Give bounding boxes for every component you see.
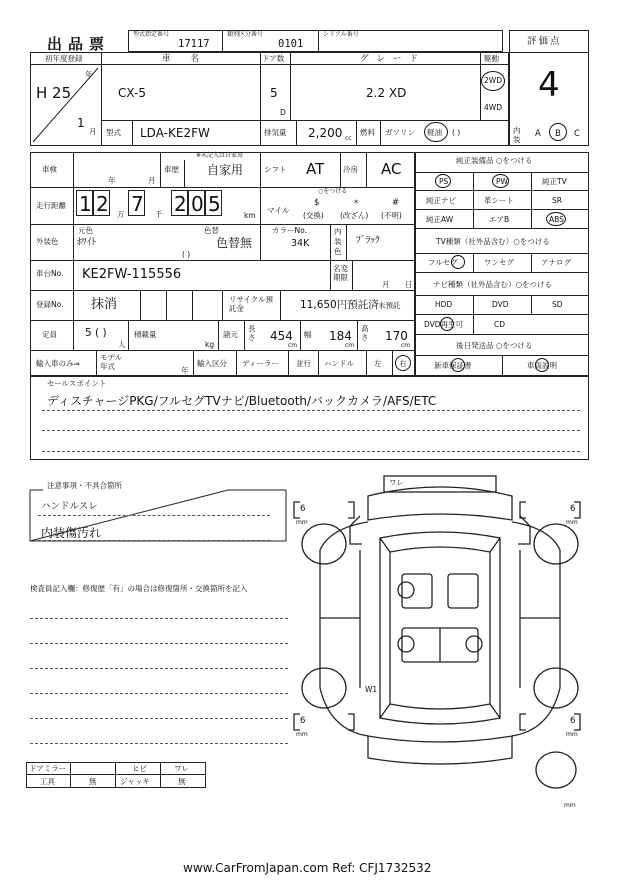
fuel-other: ( ) [452, 128, 461, 137]
later-title: 後日発送品 ○をつける [456, 341, 533, 350]
name-change-day: 日 [405, 280, 413, 289]
mileage-km: km [244, 211, 256, 220]
sales-label: セールスポイント [47, 379, 107, 388]
eq-pw-circle [492, 174, 509, 188]
handle-right: 右 [399, 359, 407, 368]
dealer: ディーラー [242, 359, 279, 368]
history-note: ※未記入は自家用 [196, 152, 244, 159]
drive-4wd: 4WD [484, 103, 502, 112]
navi-cd: CD [494, 320, 506, 329]
w1-mark: W1 [365, 685, 378, 694]
score-value: 4 [538, 65, 560, 105]
len-value: 454 [270, 329, 293, 343]
inspection-month: 月 [148, 176, 156, 185]
mileage-digit-3: 7 [131, 192, 144, 216]
hgt-value: 170 [385, 329, 408, 343]
mile-label: マイル [267, 206, 290, 215]
eq-ps-circle [435, 174, 451, 188]
mile-alter: (改ざん) [340, 211, 369, 220]
reg-label: 登録No. [36, 300, 64, 309]
eq-abs: ABS [549, 215, 564, 224]
color-label: 外装色 [36, 237, 59, 246]
mileage-man: 万 [117, 210, 125, 219]
later-manual: 車両説明 [527, 361, 557, 370]
mile-note: ○をつける [318, 188, 348, 195]
notes-line-1: ハンドルスレ [41, 501, 98, 512]
orig-color-label: 元色 [78, 226, 93, 235]
inspector-label: 検査員記入欄：修復歴「有」の場合は修復箇所・交換箇所を記入 [30, 584, 248, 593]
interior-label: 内装 [513, 126, 521, 144]
first-reg-year: H 25 [36, 84, 72, 102]
legend-r2: ジャッキ [120, 777, 150, 786]
eq-abs-circle [546, 212, 566, 226]
grade-value: 2.2 XD [366, 86, 407, 100]
recycle-unpaid: 未預託 [378, 301, 401, 310]
model-cert-label: 型式指定番号 [133, 31, 170, 38]
color-no-value: 34K [291, 238, 310, 249]
sales-box [30, 376, 589, 460]
month-unit: 月 [89, 127, 97, 136]
tire-rr-depth: 6 [570, 716, 576, 726]
tv-fullseg-circle [451, 255, 465, 269]
import-label: 輸入車のみ⇒ [36, 359, 80, 368]
model-year-unit: 年 [181, 366, 189, 375]
tire-fr-depth: 6 [570, 504, 576, 514]
navi-title: ナビ種類（社外品含む）○をつける [433, 280, 553, 289]
score-label: 評価点 [527, 36, 562, 47]
name-change-month: 月 [382, 280, 390, 289]
era-year-unit: 年 [85, 70, 93, 79]
navi-dvd-ok-circle [440, 317, 454, 331]
navi-dvd-ok: DVD再生可 [424, 320, 464, 329]
legend-r1: 工具 [40, 777, 55, 786]
first-reg-label: 初年度登録 [45, 54, 83, 63]
tv-analog: アナログ [541, 258, 571, 267]
fuel-diesel-circle [424, 122, 448, 142]
eq-leather: 革シート [484, 196, 514, 205]
history-value: 自家用 [207, 163, 244, 177]
len-label: 長さ [248, 324, 256, 342]
car-name-value: CX-5 [118, 86, 146, 100]
car-name-label: 車名 [162, 54, 220, 64]
load-label: 積載量 [134, 330, 157, 339]
eq-aw: 純正AW [426, 215, 454, 224]
type-value: LDA-KE2FW [140, 126, 210, 140]
capacity-value: 5 ( ) [85, 327, 107, 339]
wid-value: 184 [329, 329, 352, 343]
first-reg-month: 1 [77, 116, 85, 130]
eq-airbag: エアB [489, 215, 510, 224]
handle-right-circle [395, 355, 411, 371]
mileage-digit-1: 1 [79, 192, 92, 216]
legend-h1: ドアミラー [29, 764, 67, 773]
navi-sd: SD [552, 300, 563, 309]
fuel-gasoline: ガソリン [385, 128, 415, 137]
later-warranty: 新車保証書 [434, 361, 472, 370]
eq-sr: SR [552, 196, 562, 205]
legend-r2-value: 無 [178, 777, 186, 786]
equip-title: 純正装備品 ○をつける [456, 156, 533, 165]
mile-swap: (交換) [303, 211, 324, 220]
spare-mm: mm [564, 802, 576, 809]
len-cm: cm [288, 342, 298, 349]
mile-unknown-sym: # [392, 198, 400, 208]
eq-navi: 純正ナビ [426, 196, 456, 205]
interior-b: B [555, 129, 561, 139]
tire-rr-mm: mm [566, 731, 578, 738]
handle-left: 左 [374, 359, 382, 368]
drive-label: 駆動 [484, 54, 499, 63]
orig-color-value: ﾎﾜｲﾄ [77, 237, 97, 248]
tire-fl-mm: mm [296, 519, 308, 526]
ac-value: AC [381, 160, 402, 178]
mileage-digit-5: 0 [191, 192, 204, 216]
chassis-label: 車台No. [36, 269, 64, 278]
color-no-label: カラーNo. [272, 226, 307, 235]
displacement-value: 2,200 [308, 126, 343, 140]
class-value: 0101 [278, 38, 304, 50]
drive-2wd: 2WD [484, 76, 502, 85]
cur-color-value: 色替無 [216, 236, 253, 250]
drive-2wd-circle [481, 71, 505, 91]
tire-rl-depth: 6 [300, 716, 306, 726]
notes-line-2: 内装傷汚れ [41, 526, 102, 540]
mile-alter-sym: * [354, 199, 359, 209]
import-class-label: 輸入区分 [197, 359, 227, 368]
navi-dvd: DVD [492, 300, 509, 309]
tv-title: TV種類（社外品含む）○をつける [436, 237, 550, 246]
navi-hdd: HDD [435, 300, 453, 309]
type-label: 型式 [106, 128, 121, 137]
mile-unknown: (不明) [381, 211, 402, 220]
shift-label: シフト [264, 165, 287, 174]
model-year-label: モデル年式 [100, 353, 123, 371]
eq-ps: PS [439, 177, 449, 186]
load-unit: kg [205, 340, 215, 349]
tire-rl-mm: mm [296, 731, 308, 738]
recycle-value: 11,650円預託済 [300, 299, 379, 311]
int-color-value: ﾌﾞﾗｯｸ [356, 235, 380, 246]
shift-value: AT [306, 160, 325, 178]
fuel-diesel: 軽油 [427, 128, 442, 137]
hgt-label: 高さ [361, 324, 369, 342]
int-color-label: 内装色 [334, 227, 342, 256]
inspection-year: 年 [108, 176, 116, 185]
door-value: 5 [270, 86, 278, 100]
dims-label: 諸元 [223, 330, 238, 339]
tv-fullseg: フルセグ [428, 258, 458, 267]
legend-h2: ヒビ [132, 764, 147, 773]
grade-label: グレード [360, 54, 427, 64]
hgt-cm: cm [401, 342, 411, 349]
tv-oneseg: ワンセグ [484, 258, 514, 267]
model-cert-value: 17117 [178, 38, 210, 50]
sales-text: ディスチャージPKG/フルセグTVナビ/Bluetooth/バックカメラ/AFS/ETC [47, 394, 437, 408]
car-diagram [290, 468, 590, 818]
cc-unit: cc [345, 135, 352, 142]
reg-value: 抹消 [91, 297, 118, 312]
tire-fl-depth: 6 [300, 504, 306, 514]
mileage-digit-6: 5 [208, 192, 221, 216]
displacement-label: 排気量 [264, 128, 287, 137]
legend-h3: ワレ [174, 764, 189, 773]
page-title: 出品票 [47, 35, 111, 53]
cur-color-label: 色替 [204, 226, 219, 235]
capacity-label: 定員 [42, 330, 57, 339]
inspection-label: 車検 [42, 165, 57, 174]
handle-label: ハンドル [324, 359, 354, 368]
fuel-label: 燃料 [360, 128, 375, 137]
chassis-value: KE2FW-115556 [82, 267, 182, 282]
interior-b-circle [549, 123, 567, 141]
tire-fr-mm: mm [566, 519, 578, 526]
mileage-digit-2: 2 [96, 192, 109, 216]
recycle-label: リサイクル預託金 [229, 295, 273, 313]
later-manual-circle [535, 358, 549, 372]
footer-watermark: www.CarFromJapan.com Ref: CFJ1732532 [183, 861, 432, 875]
mileage-digit-4: 2 [174, 192, 187, 216]
name-change-label: 名変期限 [333, 264, 348, 282]
wid-cm: cm [345, 342, 355, 349]
mileage-sen: 千 [155, 210, 163, 219]
door-label: ドア数 [262, 54, 285, 63]
mileage-label: 走行距離 [36, 201, 66, 210]
door-suffix: D [280, 108, 286, 117]
wid-label: 幅 [304, 330, 312, 339]
class-label: 類別区分番号 [227, 31, 264, 38]
later-warranty-circle [451, 358, 465, 372]
notes-label: 注意事項・不具合箇所 [47, 481, 122, 490]
capacity-unit: 人 [118, 340, 126, 349]
eq-tv: 純正TV [542, 177, 567, 186]
mile-swap-sym: $ [314, 198, 320, 208]
eq-pw: PW [496, 177, 508, 186]
interior-a: A [535, 129, 541, 139]
color-paren: ( ) [182, 250, 191, 259]
ac-label: 冷房 [343, 165, 358, 174]
parallel: 並行 [296, 359, 311, 368]
history-label: 車歴 [164, 165, 179, 174]
front-tag-text: ワレ [389, 478, 404, 487]
interior-c: C [574, 129, 580, 139]
legend-r1-value: 無 [89, 777, 97, 786]
serial-label: シリアル番号 [323, 31, 359, 38]
